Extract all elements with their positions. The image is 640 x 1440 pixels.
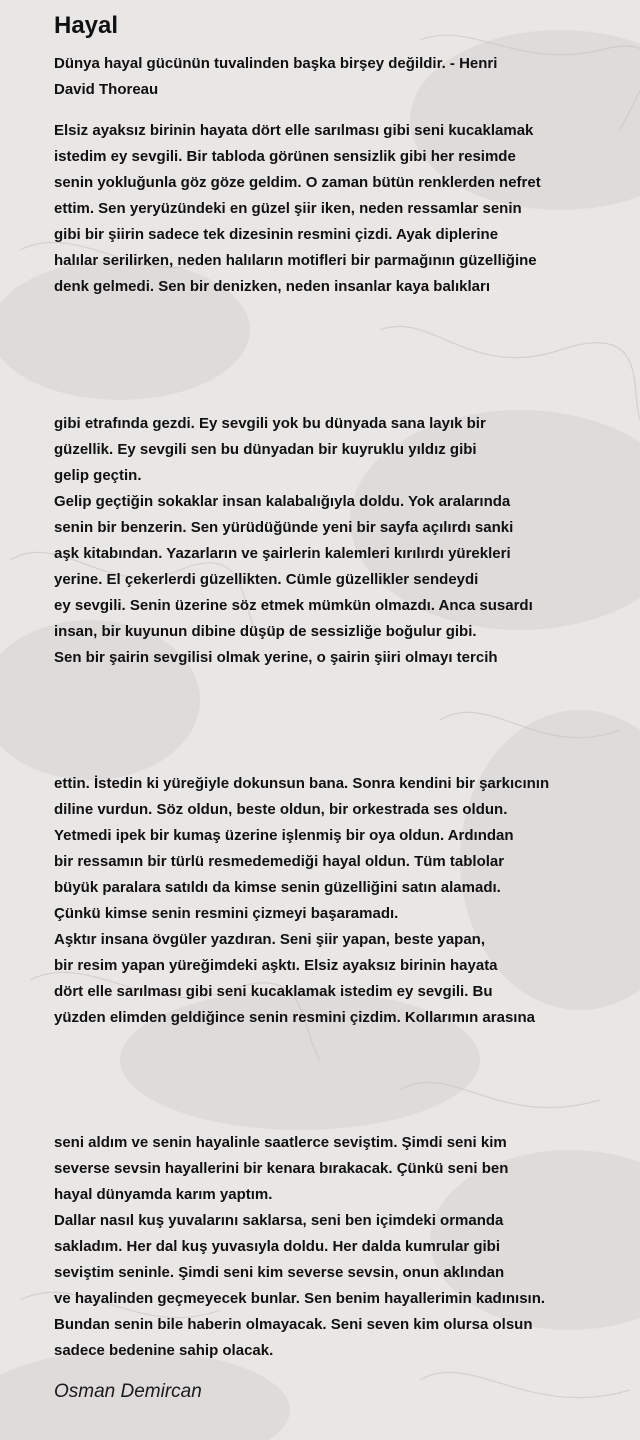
poem-line: insan, bir kuyunun dibine düşüp de sessizliğe boğulur gibi. (54, 623, 477, 640)
poem-title: Hayal (54, 12, 119, 39)
poem-line: seni aldım ve senin hayalinle saatlerce seviştim. Şimdi seni kim (54, 1134, 507, 1151)
poem-line: dört elle sarılması gibi seni kucaklamak istedim ey sevgili. Bu (54, 983, 493, 1000)
stanza-3 (54, 771, 549, 1031)
poem-line: Bundan senin bile haberin olmayacak. Seni seven kim olursa olsun (54, 1316, 533, 1333)
poem-line: yüzden elimden geldiğince senin resmini çizdim. Kollarımın arasına (54, 1009, 535, 1026)
stanza-2 (54, 411, 533, 671)
poem-line: Gelip geçtiğin sokaklar insan kalabalığıyla doldu. Yok aralarında (54, 493, 511, 510)
epigraph-line: Dünya hayal gücünün tuvalinden başka birşey değildir. - Henri (54, 55, 498, 72)
poem-line: aşk kitabından. Yazarların ve şairlerin kalemleri kırılırdı yürekleri (54, 545, 511, 562)
poem-line: Dallar nasıl kuş yuvalarını saklarsa, seni ben içimdeki ormanda (54, 1212, 504, 1229)
poem-line: senin yokluğunla göz göze geldim. O zaman bütün renklerden nefret (54, 174, 541, 191)
poem-line: sadece bedenine sahip olacak. (54, 1342, 274, 1359)
poem-line: gibi etrafında gezdi. Ey sevgili yok bu dünyada sana layık bir (54, 415, 486, 432)
epigraph-line: David Thoreau (54, 81, 159, 98)
author-signature: Osman Demircan (54, 1381, 202, 1402)
poem-line: gibi bir şiirin sadece tek dizesinin resmini çizdi. Ayak diplerine (54, 226, 499, 243)
poem-line: Çünkü kimse senin resmini çizmeyi başaramadı. (54, 905, 399, 922)
poem-line: Aşktır insana övgüler yazdıran. Seni şiir yapan, beste yapan, (54, 931, 485, 948)
poem-line: ettin. İstedin ki yüreğiyle dokunsun bana. Sonra kendini bir şarkıcının (54, 775, 550, 792)
poem-line: ey sevgili. Senin üzerine söz etmek mümkün olmazdı. Anca susardı (54, 597, 533, 614)
stanza-1 (54, 118, 541, 300)
poem-line: güzellik. Ey sevgili sen bu dünyadan bir kuyruklu yıldız gibi (54, 441, 477, 458)
poem-line: severse sevsin hayallerini bir kenara bırakacak. Çünkü seni ben (54, 1160, 509, 1177)
poem-line: gelip geçtin. (54, 467, 142, 484)
poem-line: ve hayalinden geçmeyecek bunlar. Sen benim hayallerimin kadınısın. (54, 1290, 546, 1307)
poem-line: yerine. El çekerlerdi güzellikten. Cümle güzellikler sendeydi (54, 571, 479, 588)
poem-line: bir ressamın bir türlü resmedemediği hayal oldun. Tüm tablolar (54, 853, 505, 870)
poem-line: istedim ey sevgili. Bir tabloda görünen sensizlik gibi her resimde (54, 148, 516, 165)
poem-line: halılar serilirken, neden halıların motifleri bir parmağının güzelliğine (54, 252, 537, 269)
poem-line: senin bir benzerin. Sen yürüdüğünde yeni bir sayfa açılırdı sanki (54, 519, 514, 536)
poem-line: bir resim yapan yüreğimdeki aşktı. Elsiz ayaksız birinin hayata (54, 957, 498, 974)
poem-line: sakladım. Her dal kuş yuvasıyla doldu. Her dalda kumrular gibi (54, 1238, 500, 1255)
poem-line: Yetmedi ipek bir kumaş üzerine işlenmiş bir oya oldun. Ardından (54, 827, 514, 844)
poem-line: büyük paralara satıldı da kimse senin güzelliğini satın alamadı. (54, 879, 501, 896)
poem-line: hayal dünyamda karım yaptım. (54, 1186, 273, 1203)
poem-line: Elsiz ayaksız birinin hayata dört elle sarılması gibi seni kucaklamak (54, 122, 534, 139)
poem-line: diline vurdun. Söz oldun, beste oldun, bir orkestrada ses oldun. (54, 801, 508, 818)
poem-line: Sen bir şairin sevgilisi olmak yerine, o şairin şiiri olmayı tercih (54, 649, 498, 666)
stanza-4 (54, 1130, 545, 1364)
poem-line: ettim. Sen yeryüzündeki en güzel şiir iken, neden ressamlar senin (54, 200, 522, 217)
poem-line: denk gelmedi. Sen bir denizken, neden insanlar kaya balıkları (54, 278, 490, 295)
poem-line: seviştim seninle. Şimdi seni kim severse sevsin, onun aklından (54, 1264, 505, 1281)
epigraph (54, 51, 497, 103)
